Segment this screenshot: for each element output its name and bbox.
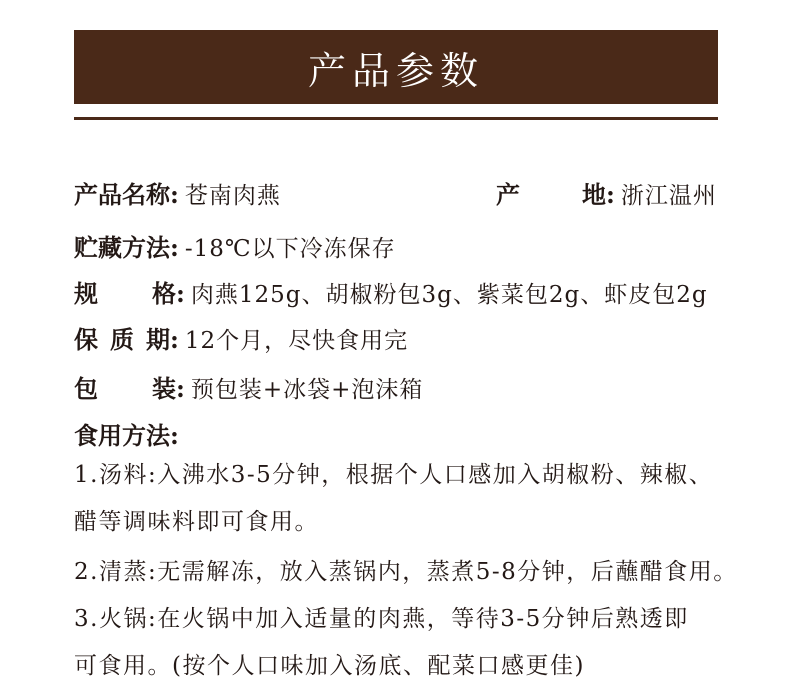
shelf-value: 12个月，尽快食用完 <box>184 328 409 354</box>
origin-value: 浙江温州 <box>620 183 717 209</box>
name-value: 苍南肉燕 <box>184 183 281 209</box>
param-row-storage: 贮藏方法: -18℃以下冷冻保存 <box>74 233 396 262</box>
spec-label: 规 <box>74 279 152 308</box>
divider <box>74 117 718 120</box>
origin-label: 产 <box>496 180 582 209</box>
spec-value: 肉燕125g、胡椒粉包3g、紫菜包2g、虾皮包2g <box>190 282 708 308</box>
usage-title: 食用方法: <box>74 421 179 450</box>
usage-line: 可食用。(按个人口味加入汤底、配菜口感更佳) <box>74 653 585 679</box>
pack-value: 预包装+冰袋+泡沫箱 <box>190 377 424 403</box>
usage-line: 2.清蒸:无需解冻，放入蒸锅内，蒸煮5-8分钟，后蘸醋食用。 <box>74 559 738 585</box>
usage-line: 3.火锅:在火锅中加入适量的肉燕，等待3-5分钟后熟透即 <box>74 606 689 632</box>
usage-line: 1.汤料:入沸水3-5分钟，根据个人口感加入胡椒粉、辣椒、 <box>74 462 714 488</box>
pack-label: 包 <box>74 374 152 403</box>
usage-line: 醋等调味料即可食用。 <box>74 509 319 535</box>
param-row-shelf-life: 保质期: 12个月，尽快食用完 <box>74 325 409 354</box>
name-label: 产品名称 <box>74 180 170 209</box>
title-banner <box>74 30 718 104</box>
storage-label: 贮藏方法 <box>74 233 170 262</box>
param-row-packaging: 包装: 预包装+冰袋+泡沫箱 <box>74 374 424 403</box>
param-row-spec: 规格: 肉燕125g、胡椒粉包3g、紫菜包2g、虾皮包2g <box>74 279 708 308</box>
storage-value: -18℃以下冷冻保存 <box>184 236 396 262</box>
page-title: 产品参数 <box>307 48 484 93</box>
shelf-label: 保质 <box>74 325 146 354</box>
param-row-name: 产品名称: 苍南肉燕 <box>74 180 281 209</box>
param-row-origin: 产地: 浙江温州 <box>496 180 717 209</box>
